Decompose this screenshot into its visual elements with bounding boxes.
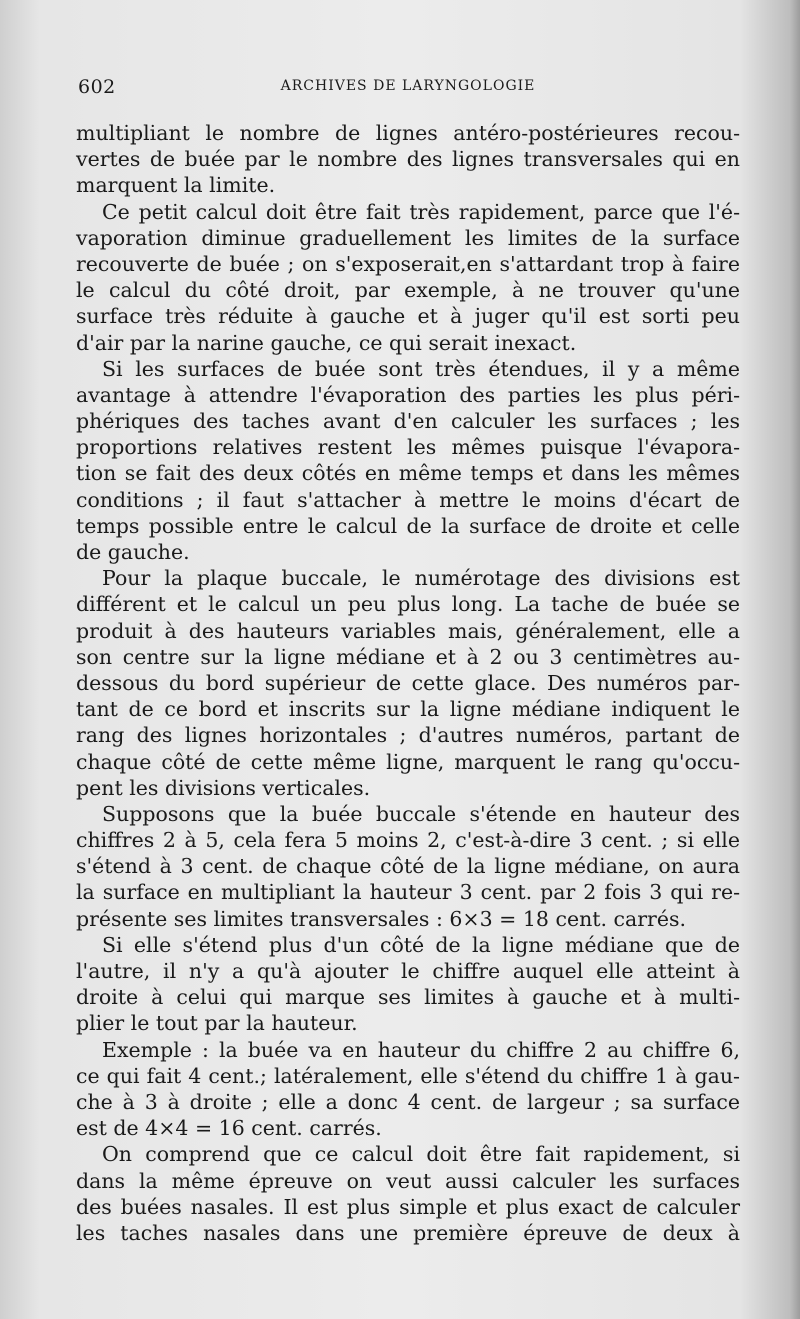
text-line: Exemple : la buée va en hauteur du chiffre 2 au chiffre 6,: [102, 1037, 740, 1062]
text-line: dans la même épreuve on veut aussi calculer les surfaces: [76, 1168, 740, 1193]
text-line: vaporation diminue graduellement les limites de la surface: [76, 225, 740, 250]
text-line: Pour la plaque buccale, le numérotage des divisions est: [102, 566, 740, 591]
text-line: présente ses limites transversales : 6×3 = 18 cent. carrés.: [76, 906, 687, 931]
page-header: [78, 76, 738, 100]
body-text: [76, 120, 740, 1246]
text-line: marquent la limite.: [76, 173, 276, 198]
text-line: de gauche.: [76, 540, 190, 564]
text-line: est de 4×4 = 16 cent. carrés.: [76, 1116, 382, 1141]
text-line: produit à des hauteurs variables mais, généralement, elle a: [76, 618, 740, 643]
text-line: pent les divisions verticales.: [76, 775, 371, 800]
text-line: tant de ce bord et inscrits sur la ligne médiane indiquent le: [76, 697, 740, 722]
text-line: vertes de buée par le nombre des lignes transversales qui en: [76, 147, 740, 172]
text-line: ce qui fait 4 cent.; latéralement, elle s'étend du chiffre 1 à gau-: [76, 1063, 740, 1088]
text-line: On comprend que ce calcul doit être fait rapidement, si: [102, 1142, 740, 1167]
text-line: s'étend à 3 cent. de chaque côté de la ligne médiane, on aura: [76, 854, 740, 879]
text-line: Si les surfaces de buée sont très étendues, il y a même: [102, 356, 740, 381]
text-line: avantage à attendre l'évaporation des parties les plus péri-: [76, 382, 740, 407]
text-line: temps possible entre le calcul de la surface de droite et celle: [76, 513, 740, 538]
text-line: son centre sur la ligne médiane et à 2 ou 3 centimètres au-: [76, 644, 740, 669]
text-line: d'air par la narine gauche, ce qui serait inexact.: [76, 330, 577, 355]
text-line: chiffres 2 à 5, cela fera 5 moins 2, c'est-à-dire 3 cent. ; si elle: [76, 828, 740, 853]
text-line: des buées nasales. Il est plus simple et plus exact de calculer: [76, 1194, 740, 1219]
text-line: plier le tout par la hauteur.: [76, 1011, 358, 1036]
text-line: rang des lignes horizontales ; d'autres numéros, partant de: [76, 723, 740, 748]
text-line: tion se fait des deux côtés en même temps et dans les mêmes: [76, 461, 740, 486]
text-line: conditions ; il faut s'attacher à mettre le moins d'écart de: [76, 487, 740, 512]
text-line: che à 3 à droite ; elle a donc 4 cent. de largeur ; sa surface: [76, 1089, 740, 1114]
text-line: proportions relatives restent les mêmes puisque l'évapora-: [76, 435, 740, 460]
text-line: Si elle s'étend plus d'un côté de la ligne médiane que de: [102, 932, 740, 957]
text-line: le calcul du côté droit, par exemple, à ne trouver qu'une: [76, 278, 740, 303]
text-line: différent et le calcul un peu plus long. La tache de buée se: [76, 592, 740, 617]
text-line: dessous du bord supérieur de cette glace. Des numéros par-: [76, 670, 740, 695]
text-line: l'autre, il n'y a qu'à ajouter le chiffre auquel elle atteint à: [76, 959, 740, 983]
text-line: Ce petit calcul doit être fait très rapidement, parce que l'é-: [102, 199, 740, 224]
text-line: droite à celui qui marque ses limites à gauche et à multi-: [76, 985, 740, 1010]
text-line: Supposons que la buée buccale s'étende en hauteur des: [102, 801, 740, 826]
page-number: 602: [78, 76, 116, 98]
text-line: les taches nasales dans une première épreuve de deux à: [76, 1220, 740, 1245]
text-line: surface très réduite à gauche et à juger qu'il est sorti peu: [76, 304, 740, 329]
text-line: recouverte de buée ; on s'exposerait,en s'attardant trop à faire: [76, 251, 740, 276]
running-head: ARCHIVES DE LARYNGOLOGIE: [280, 78, 536, 94]
text-line: multipliant le nombre de lignes antéro-postérieures recou-: [76, 121, 740, 145]
text-line: chaque côté de cette même ligne, marquent le rang qu'occu-: [76, 749, 740, 774]
text-line: phériques des taches avant d'en calculer les surfaces ; les: [76, 409, 740, 434]
text-line: la surface en multipliant la hauteur 3 cent. par 2 fois 3 qui re-: [76, 880, 740, 905]
